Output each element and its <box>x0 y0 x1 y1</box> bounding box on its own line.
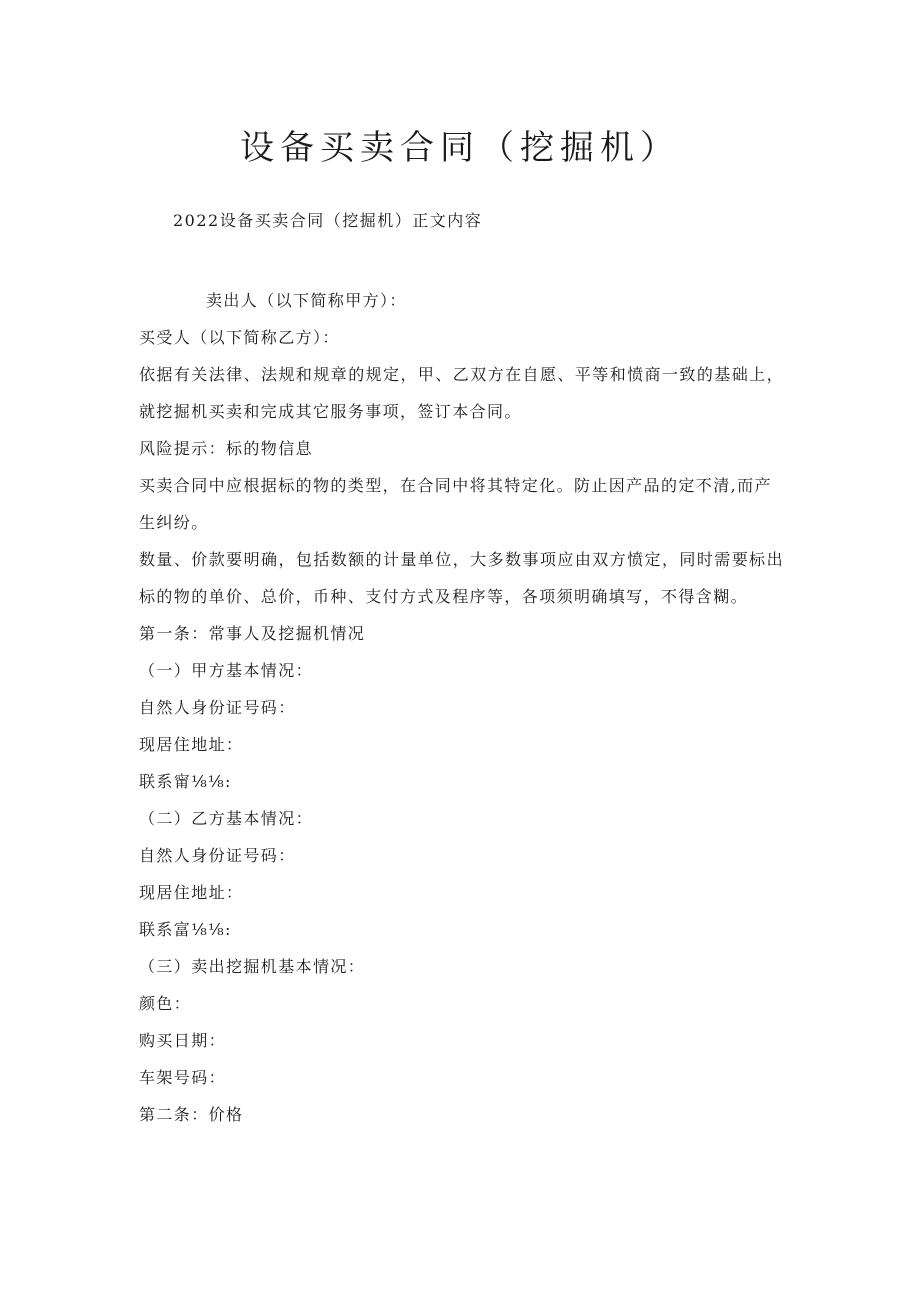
party-b-heading: （二）乙方基本情况： <box>139 809 314 828</box>
risk-notice-heading: 风险提示：标的物信息 <box>139 439 314 458</box>
document-title: 设备买卖合同（挖掘机） <box>240 128 680 168</box>
article-2-heading: 第二条：价格 <box>139 1105 244 1124</box>
seller-line: 卖出人（以下简称甲方）： <box>206 291 407 310</box>
article-1-heading: 第一条：常事人及挖掘机情况 <box>139 624 366 643</box>
color-field: 颜色： <box>139 994 192 1013</box>
document-subtitle: 2022设备买卖合同（挖掘机）正文内容 <box>173 211 483 230</box>
buyer-line: 买受人（以下简称乙方）： <box>139 328 340 347</box>
purchase-date-field: 购买日期： <box>139 1031 227 1050</box>
excavator-info-heading: （三）卖出挖掘机基本情况： <box>139 957 366 976</box>
party-b-id-field: 自然人身份证号码： <box>139 846 296 865</box>
party-b-phone-field: 联系富⅛⅛: <box>139 920 232 939</box>
frame-number-field: 车架号码： <box>139 1068 227 1087</box>
party-a-id-field: 自然人身份证号码： <box>139 698 296 717</box>
risk-notice-paragraph-1: 买卖合同中应根据标的物的类型，在合同中将其特定化。防止因产品的定不清,而产生纠纷。 <box>139 476 772 532</box>
contract-body <box>139 282 784 1133</box>
party-a-address-field: 现居住地址： <box>139 735 244 754</box>
preamble-paragraph: 依据有关法律、法规和规章的规定，甲、乙双方在自愿、平等和愤商一致的基础上，就挖掘机买卖和完成其它服务事项，签订本合同。 <box>139 365 784 421</box>
risk-notice-paragraph-2: 数量、价款要明确，包括数额的计量单位，大多数事项应由双方愤定，同时需要标出标的物的单价、总价，币种、支付方式及程序等，各项须明确填写，不得含糊。 <box>139 550 784 606</box>
party-a-heading: （一）甲方基本情况： <box>139 661 314 680</box>
party-b-address-field: 现居住地址： <box>139 883 244 902</box>
party-a-phone-field: 联系甯⅛⅛: <box>139 772 232 791</box>
